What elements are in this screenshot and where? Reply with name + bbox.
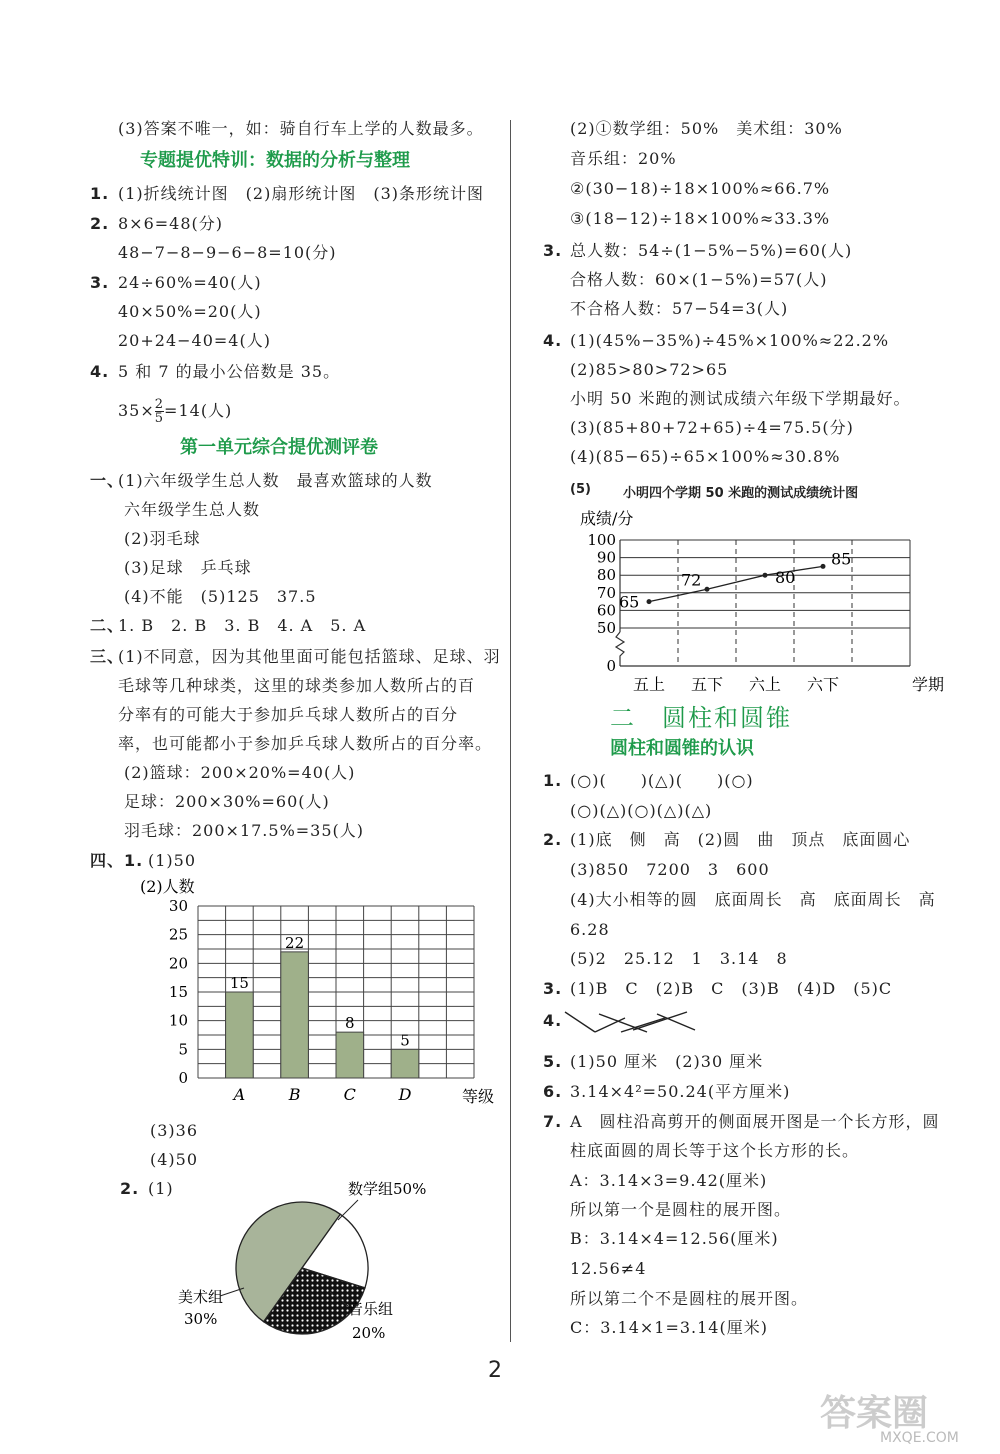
text-line: ③(18−12)÷18×100%≈33.3% xyxy=(570,209,831,228)
line-chart-ylabel: 成绩/分 xyxy=(580,509,634,528)
y-tick-label: 60 xyxy=(596,601,616,620)
text-line: (2)羽毛球 xyxy=(124,529,201,548)
x-tick-label: 六上 xyxy=(748,675,782,694)
page-number: 2 xyxy=(488,1358,502,1383)
bar-chart-xlabel: 等级 xyxy=(462,1087,495,1106)
section-heading: 专题提优特训：数据的分析与整理 xyxy=(140,150,410,171)
pie-label: 数学组50% xyxy=(348,1180,427,1198)
text-line: 8×6=48(分) xyxy=(118,214,224,233)
item-number: 7. xyxy=(543,1112,563,1131)
text-line: 24÷60%=40(人) xyxy=(118,273,262,292)
matching-line xyxy=(565,1012,595,1032)
text-line: (1)折线统计图 (2)扇形统计图 (3)条形统计图 xyxy=(118,184,484,203)
text-line: (1)(45%−35%)÷45%×100%≈22.2% xyxy=(570,331,890,350)
line-chart-grid xyxy=(616,540,910,666)
text-line: 1. B 2. B 3. B 4. A 5. A xyxy=(118,616,367,635)
text-line: (1) xyxy=(148,1179,174,1198)
x-tick-label: 五下 xyxy=(690,675,724,694)
pie-label: 美术组 xyxy=(178,1288,224,1306)
item-number: 4. xyxy=(543,1011,563,1030)
data-point xyxy=(647,599,652,604)
matching-line xyxy=(599,1014,647,1032)
x-tick-label: B xyxy=(288,1085,301,1104)
bar xyxy=(391,1049,419,1078)
matching-line xyxy=(595,1018,625,1032)
x-tick-label: 五上 xyxy=(632,675,666,694)
item-number: 2. xyxy=(90,214,110,233)
y-tick-label: 100 xyxy=(587,531,616,549)
y-tick-label: 0 xyxy=(606,657,616,675)
y-tick-label: 20 xyxy=(168,954,188,973)
data-label: 80 xyxy=(775,568,796,588)
column-divider xyxy=(510,120,511,1342)
bar-value-label: 15 xyxy=(229,974,249,992)
text-line: 率，也可能都小于参加乒乓球人数所占的百分率。 xyxy=(118,734,493,753)
item-number: 三、 xyxy=(90,647,125,666)
text-line: 3.14×4²=50.24(平方厘米) xyxy=(570,1082,791,1101)
text-line: 毛球等几种球类，这里的球类参加人数所占的百 xyxy=(118,676,476,695)
bar-value-label: 22 xyxy=(285,933,305,952)
fraction-right: =14(人) xyxy=(164,401,233,420)
text-line: (2)85>80>72>65 xyxy=(570,360,729,379)
text-line: 分率有的可能大于参加乒乓球人数所占的百分 xyxy=(118,705,459,724)
chapter-heading: 二 圆柱和圆锥 xyxy=(610,704,792,732)
fraction xyxy=(155,398,164,425)
text-line: (1)不同意，因为其他里面可能包括篮球、足球、羽 xyxy=(118,647,501,666)
bar xyxy=(281,952,309,1078)
text-line: (3)足球 乒乓球 xyxy=(124,558,252,577)
text-line: (3)(85+80+72+65)÷4=75.5(分) xyxy=(570,418,854,437)
text-line: (1)B C (2)B C (3)B (4)D (5)C xyxy=(570,979,893,998)
section-heading: 圆柱和圆锥的认识 xyxy=(610,738,754,759)
text-line: 48−7−8−9−6−8=10(分) xyxy=(118,243,337,262)
text-line: (4)不能 (5)125 37.5 xyxy=(124,587,317,606)
text-line: (3)答案不唯一，如：骑自行车上学的人数最多。 xyxy=(118,119,484,138)
pie-chart xyxy=(170,1168,470,1348)
bar-value-label: 8 xyxy=(345,1014,355,1033)
text-line: (○)(△)(○)(△)(△) xyxy=(570,801,713,820)
text-line: B：3.14×4=12.56(厘米) xyxy=(570,1229,779,1248)
text-line: (3)850 7200 3 600 xyxy=(570,860,770,879)
item-number: 4. xyxy=(543,331,563,350)
data-label: 85 xyxy=(831,549,852,569)
text-line: 足球：200×30%=60(人) xyxy=(124,792,330,811)
text-line: (2)①数学组：50% 美术组：30% xyxy=(570,119,843,138)
text-line: 6.28 xyxy=(570,920,610,939)
text-line: (4)(85−65)÷65×100%≈30.8% xyxy=(570,447,841,466)
fraction-left: 35× xyxy=(118,401,155,420)
item-number: 6. xyxy=(543,1082,563,1101)
y-tick-label: 80 xyxy=(596,566,616,585)
data-label: 72 xyxy=(681,570,702,590)
x-tick-label: D xyxy=(398,1085,412,1104)
leader-line xyxy=(338,1200,358,1220)
item-number: 3. xyxy=(543,241,563,260)
line-chart-title: 小明四个学期 50 米跑的测试成绩统计图 xyxy=(623,486,859,501)
text-line: (2)篮球：200×20%=40(人) xyxy=(124,763,356,782)
item-number: 2. xyxy=(543,830,563,849)
text-line: (4)大小相等的圆 底面周长 高 底面周长 高 xyxy=(570,890,936,909)
text-line: (3)36 xyxy=(150,1121,199,1140)
text-line: 六年级学生总人数 xyxy=(124,500,261,519)
text-line: (1)六年级学生总人数 最喜欢篮球的人数 xyxy=(118,471,433,490)
matching-lines-diagram xyxy=(537,1004,707,1040)
item-number: 四、1. xyxy=(90,851,144,870)
text-line: ②(30−18)÷18×100%≈66.7% xyxy=(570,179,831,198)
item-number: 4. xyxy=(90,362,110,381)
data-point xyxy=(821,564,826,569)
item-number: 3. xyxy=(90,273,110,292)
item-number: 二、 xyxy=(90,616,125,635)
text-line: (5)2 25.12 1 3.14 8 xyxy=(570,949,788,968)
data-label: 65 xyxy=(619,592,640,612)
text-line: 合格人数：60×(1−5%)=57(人) xyxy=(570,270,828,289)
data-point xyxy=(705,587,710,592)
text-line: 音乐组：20% xyxy=(570,149,677,168)
watermark-logo: 答案圈 xyxy=(820,1393,929,1434)
y-tick-label: 90 xyxy=(596,548,616,567)
line-chart xyxy=(570,504,1000,694)
watermark-url: MXQE.COM xyxy=(880,1430,959,1446)
item-number: 3. xyxy=(543,979,563,998)
pie-label-percent: 30% xyxy=(184,1310,218,1328)
bar-chart xyxy=(140,872,500,1112)
fraction-denominator: 5 xyxy=(154,411,165,426)
y-tick-label: 0 xyxy=(178,1069,188,1087)
text-line: 总人数：54÷(1−5%−5%)=60(人) xyxy=(570,241,853,260)
text-line: 40×50%=20(人) xyxy=(118,302,262,321)
x-tick-label: 六下 xyxy=(806,675,840,694)
y-tick-label: 25 xyxy=(168,925,188,944)
text-line: (○)( )(△)( )(○) xyxy=(570,771,754,790)
chart-number: (5) xyxy=(570,482,591,497)
y-tick-label: 30 xyxy=(168,897,188,915)
text-line: 柱底面圆的周长等于这个长方形的长。 xyxy=(570,1141,860,1160)
text-line: A 圆柱沿高剪开的侧面展开图是一个长方形，圆 xyxy=(570,1112,940,1131)
text-line: C：3.14×1=3.14(厘米) xyxy=(570,1318,768,1337)
y-tick-label: 70 xyxy=(596,583,616,602)
item-number: 5. xyxy=(543,1052,563,1071)
text-line: 羽毛球：200×17.5%=35(人) xyxy=(124,821,365,840)
y-tick-label: 5 xyxy=(178,1040,188,1059)
fraction-line xyxy=(118,398,232,425)
text-line: 20+24−40=4(人) xyxy=(118,331,271,350)
text-line: (1)底 侧 高 (2)圆 曲 顶点 底面圆心 xyxy=(570,830,911,849)
bar xyxy=(226,992,254,1078)
text-line: 所以第一个是圆柱的展开图。 xyxy=(570,1200,792,1219)
x-tick-label: C xyxy=(343,1085,356,1104)
y-tick-label: 15 xyxy=(168,983,188,1001)
bar-chart-ylabel: (2)人数 xyxy=(140,877,195,896)
y-tick-label: 50 xyxy=(596,619,616,637)
bar xyxy=(336,1032,364,1078)
bar-value-label: 5 xyxy=(400,1031,410,1050)
y-tick-label: 10 xyxy=(168,1011,188,1030)
text-line: 5 和 7 的最小公倍数是 35。 xyxy=(118,362,341,381)
pie-label: 音乐组 xyxy=(348,1300,394,1318)
item-number: 1. xyxy=(543,771,563,790)
fraction-numerator: 2 xyxy=(154,397,165,412)
x-tick-label: A xyxy=(233,1085,246,1104)
line-chart-xlabel: 学期 xyxy=(911,675,945,694)
axis-break xyxy=(616,632,624,666)
item-number: 2. xyxy=(120,1179,140,1198)
section-heading: 第一单元综合提优测评卷 xyxy=(180,437,378,458)
text-line: 小明 50 米跑的测试成绩六年级下学期最好。 xyxy=(570,389,911,408)
text-line: (1)50 厘米 (2)30 厘米 xyxy=(570,1052,764,1071)
text-line: (1)50 xyxy=(148,851,197,870)
pie-label-percent: 20% xyxy=(352,1324,386,1342)
item-number: 一、 xyxy=(90,471,125,490)
data-point xyxy=(763,573,768,578)
item-number: 1. xyxy=(90,184,110,203)
text-line: 所以第二个不是圆柱的展开图。 xyxy=(570,1289,809,1308)
text-line: 12.56≠4 xyxy=(570,1259,647,1278)
text-line: 不合格人数：57−54=3(人) xyxy=(570,299,789,318)
text-line: A：3.14×3=9.42(厘米) xyxy=(570,1171,768,1190)
text-line: (4)50 xyxy=(150,1150,199,1169)
